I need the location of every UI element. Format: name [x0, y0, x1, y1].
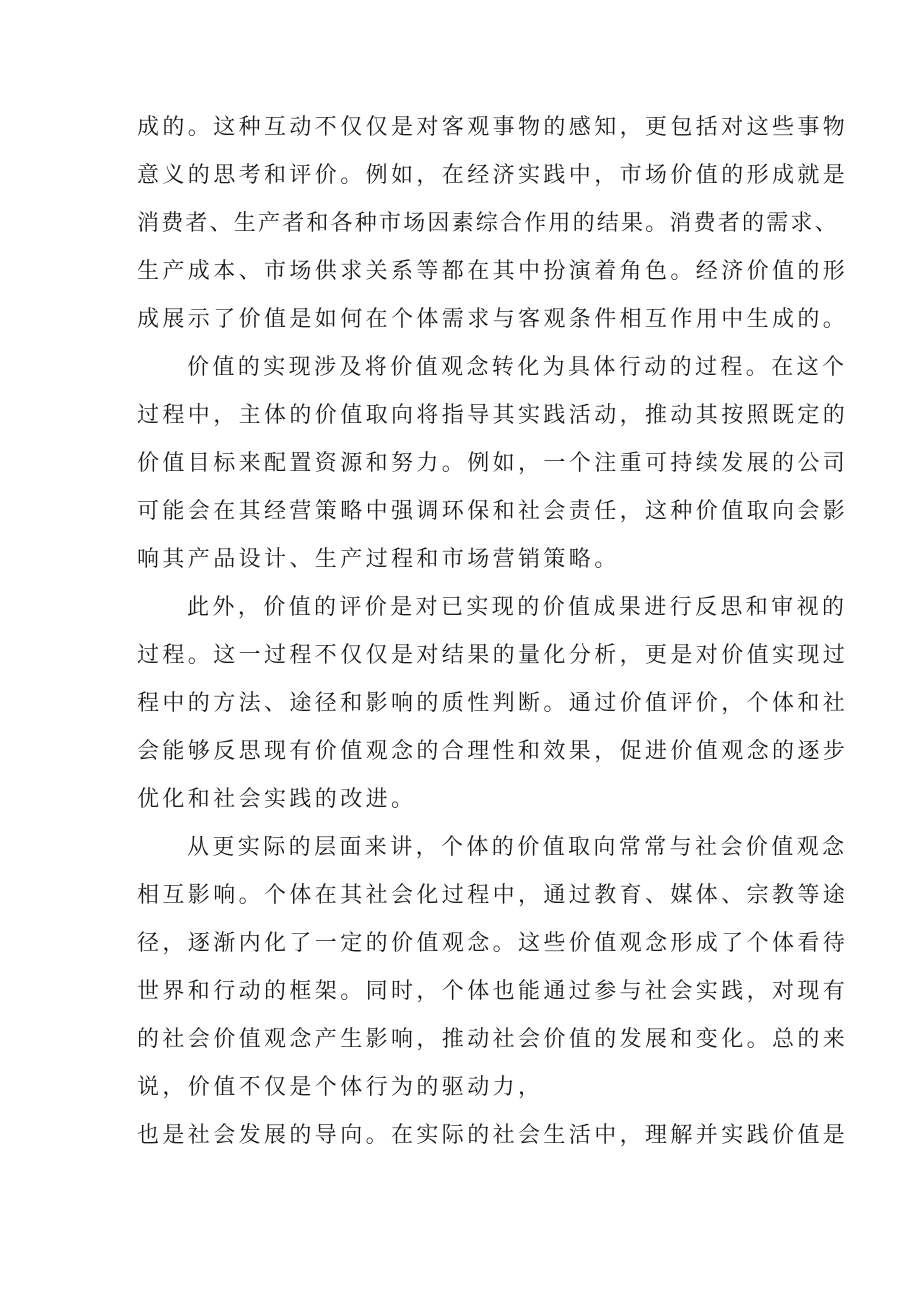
text-line-17: 相互影响。个体在其社会化过程中，通过教育、媒体、宗教等途 — [137, 883, 849, 908]
text-line-5: 成展示了价值是如何在个体需求与客观条件相互作用中生成的。 — [137, 307, 849, 332]
text-line-22: 也是社会发展的导向。在实际的社会生活中，理解并实践价值是 — [137, 1123, 849, 1148]
text-line-2: 意义的思考和评价。例如，在经济实践中，市场价值的形成就是 — [137, 163, 849, 188]
text-line-19: 世界和行动的框架。同时，个体也能通过参与社会实践，对现有 — [137, 979, 849, 1004]
text-line-18: 径，逐渐内化了一定的价值观念。这些价值观念形成了个体看待 — [137, 931, 849, 956]
text-line-14: 会能够反思现有价值观念的合理性和效果，促进价值观念的逐步 — [137, 739, 849, 764]
text-line-10: 响其产品设计、生产过程和市场营销策略。 — [137, 547, 620, 572]
text-line-9: 可能会在其经营策略中强调环保和社会责任，这种价值取向会影 — [137, 499, 849, 524]
text-line-21: 说，价值不仅是个体行为的驱动力， — [137, 1075, 544, 1100]
paragraph-start-line-16: 从更实际的层面来讲，个体的价值取向常常与社会价值观念 — [187, 835, 848, 860]
text-line-1: 成的。这种互动不仅仅是对客观事物的感知，更包括对这些事物 — [137, 115, 849, 140]
text-line-8: 价值目标来配置资源和努力。例如，一个注重可持续发展的公司 — [137, 451, 849, 476]
body-text — [137, 104, 849, 1160]
paragraph-start-line-6: 价值的实现涉及将价值观念转化为具体行动的过程。在这个 — [187, 355, 848, 380]
text-line-4: 生产成本、市场供求关系等都在其中扮演着角色。经济价值的形 — [137, 259, 849, 284]
text-line-12: 过程。这一过程不仅仅是对结果的量化分析，更是对价值实现过 — [137, 643, 849, 668]
text-line-15: 优化和社会实践的改进。 — [137, 787, 417, 812]
paragraph-start-line-11: 此外，价值的评价是对已实现的价值成果进行反思和审视的 — [187, 595, 848, 620]
text-line-20: 的社会价值观念产生影响，推动社会价值的发展和变化。总的来 — [137, 1027, 849, 1052]
text-line-7: 过程中，主体的价值取向将指导其实践活动，推动其按照既定的 — [137, 403, 849, 428]
text-line-3: 消费者、生产者和各种市场因素综合作用的结果。消费者的需求、 — [137, 211, 839, 236]
text-line-13: 程中的方法、途径和影响的质性判断。通过价值评价，个体和社 — [137, 691, 849, 716]
